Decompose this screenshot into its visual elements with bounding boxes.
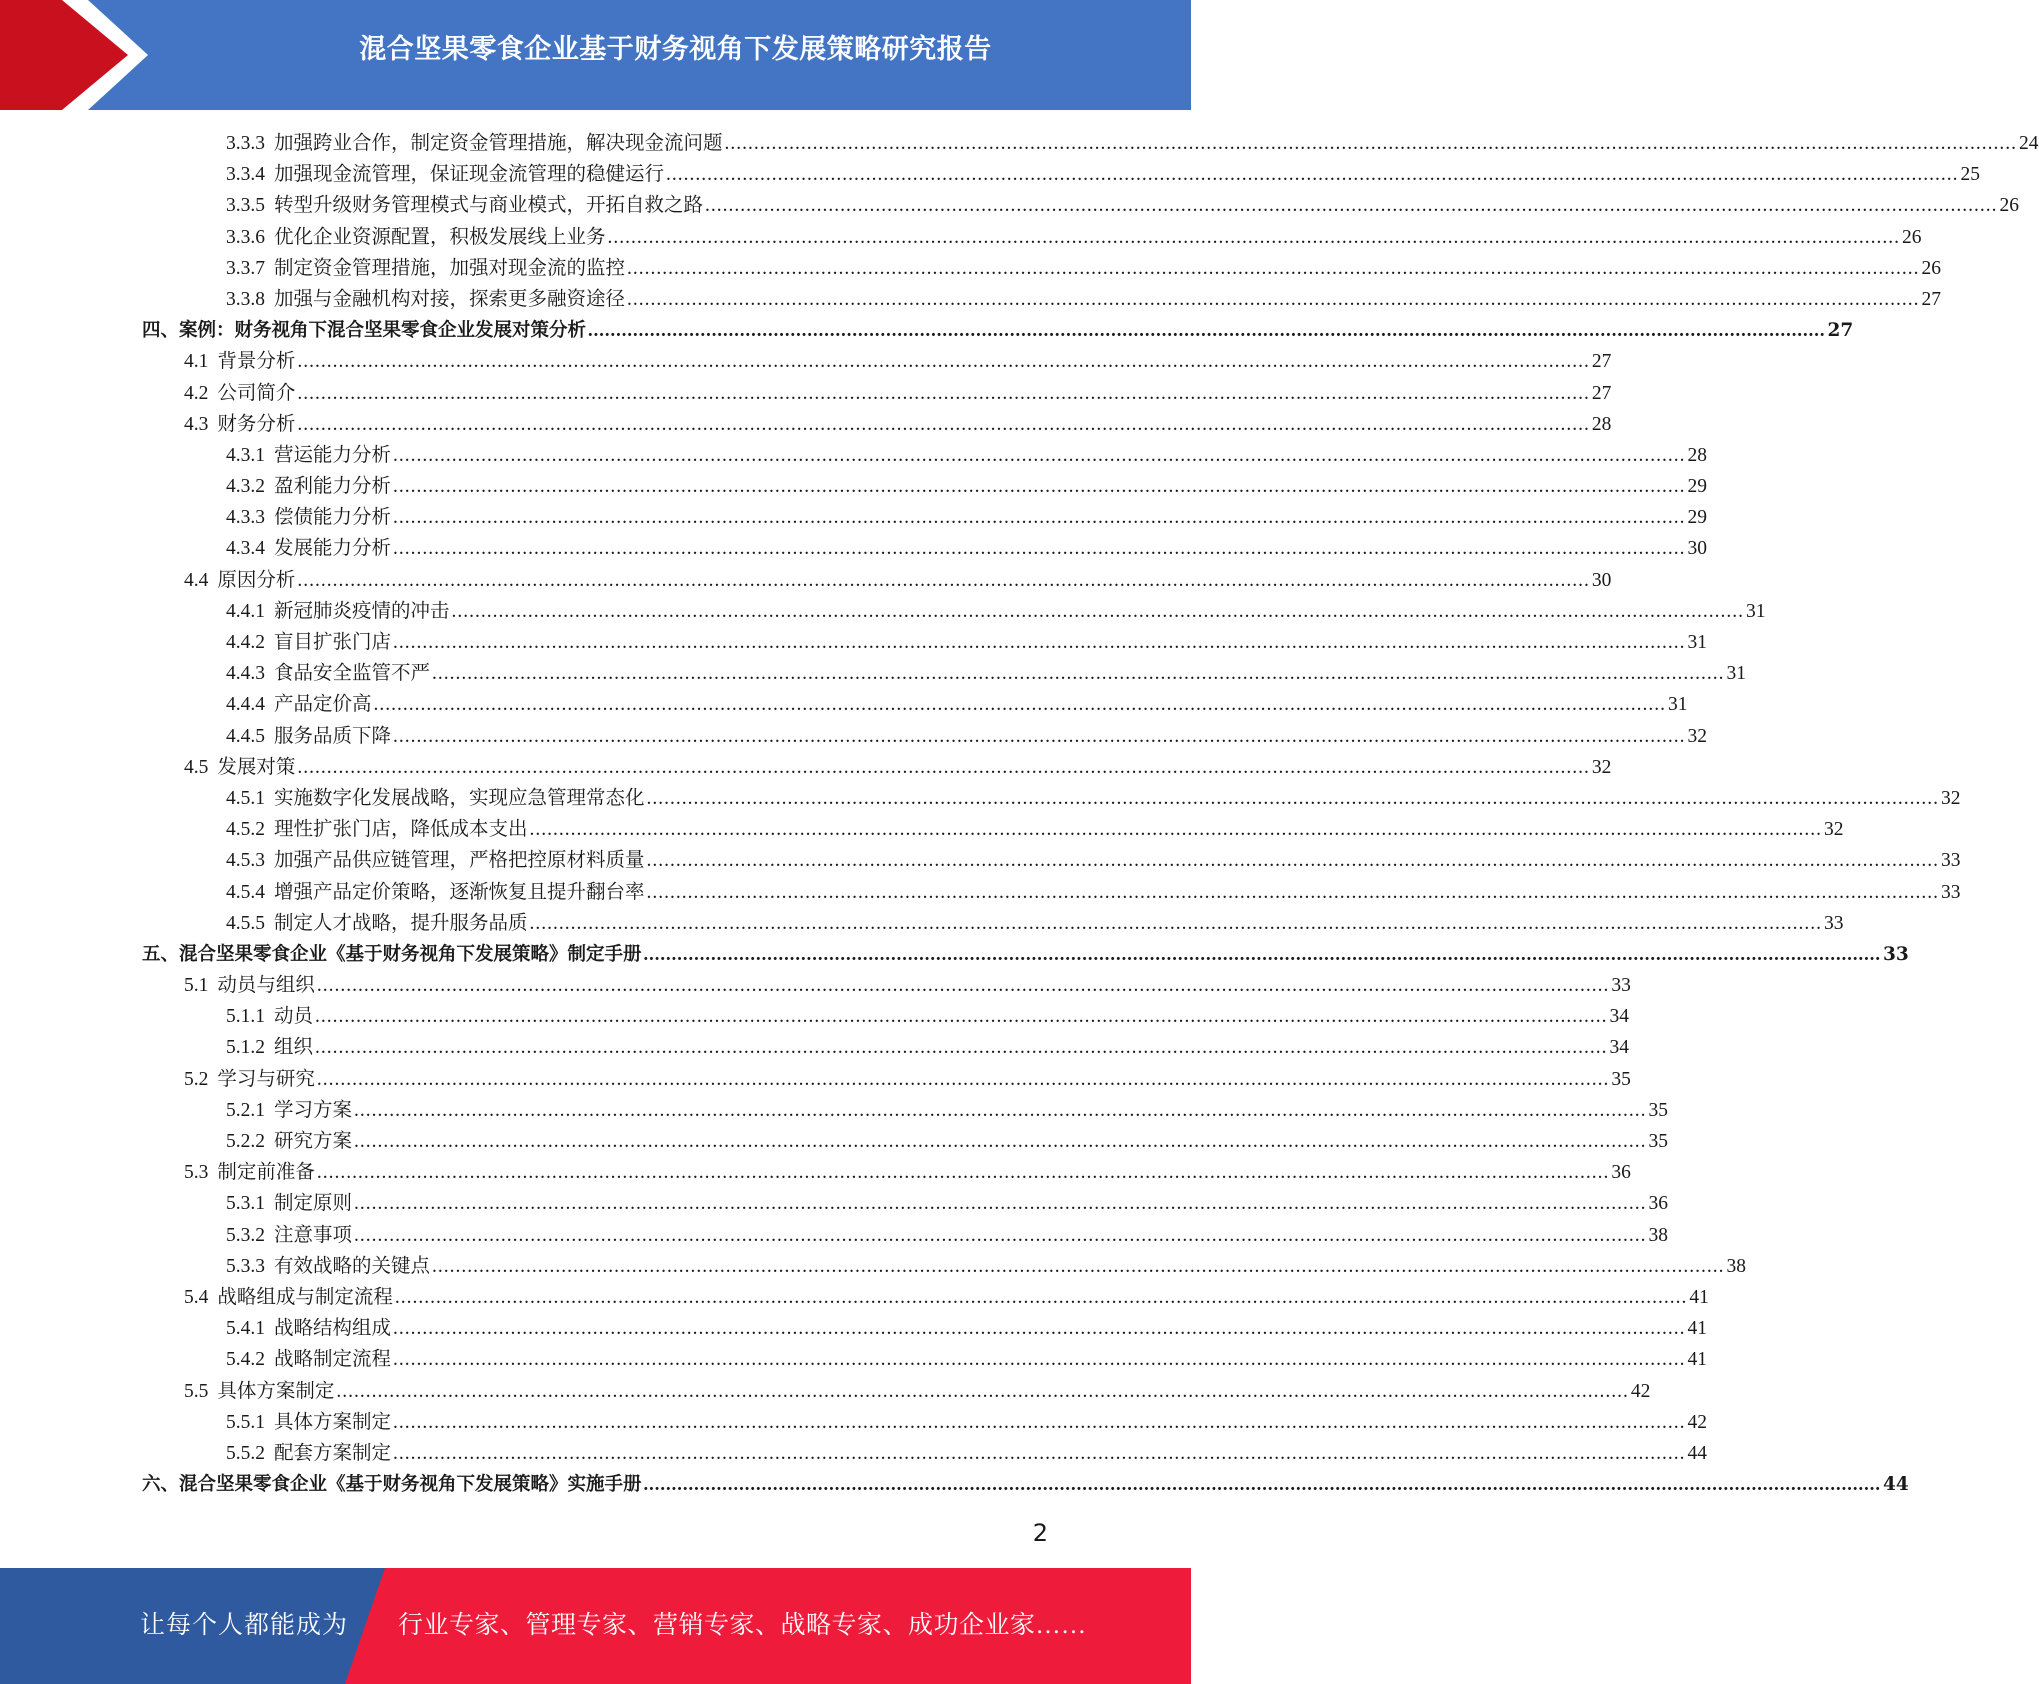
toc-entry-number: 4.3.4 [226, 538, 265, 560]
toc-entry-page: 25 [1960, 164, 1981, 186]
toc-entry-title: 加强跨业合作，制定资金管理措施，解决现金流问题 [274, 133, 723, 154]
toc-entry-number: 4.5 [184, 756, 209, 778]
toc-entry-page: 44 [1883, 1474, 1909, 1496]
toc-entry-number: 5.2.2 [226, 1131, 265, 1152]
toc-entry-number: 5.3.2 [226, 1224, 265, 1246]
toc-entry-title: 战略结构组成 [274, 1318, 392, 1340]
toc-entry[interactable] [142, 689, 1688, 720]
toc-entry[interactable] [142, 502, 1708, 533]
toc-entry-page: 27 [1591, 351, 1612, 373]
toc-dot-leader: ............................................................................................................................................................................................................................ [529, 819, 1823, 841]
table-of-contents [142, 128, 2039, 1500]
toc-dot-leader: ............................................................................................................................................................................................................................ [724, 133, 2018, 154]
toc-entry-number: 5.4 [184, 1286, 209, 1308]
toc-entry-page: 31 [1687, 632, 1708, 653]
toc-entry-page: 26 [1921, 257, 1942, 279]
toc-entry-title: 实施数字化发展战略，实现应急管理常态化 [274, 787, 645, 809]
toc-entry[interactable] [142, 596, 1766, 627]
toc-dot-leader: ............................................................................................................................................................................................................................ [529, 912, 1823, 934]
toc-entry-page: 26 [1999, 195, 2020, 217]
toc-entry-number: 4.1 [184, 351, 209, 373]
toc-dot-leader: ............................................................................................................................................................................................................................ [646, 850, 1940, 872]
toc-entry-number: 4.3 [184, 413, 209, 435]
toc-entry-title: 动员 [274, 1006, 314, 1028]
toc-entry-page: 34 [1609, 1037, 1630, 1059]
toc-entry-title: 财务分析 [217, 413, 296, 435]
toc-dot-leader: ............................................................................................................................................................................................................................ [297, 756, 1590, 778]
toc-entry-number: 4.5.5 [226, 912, 265, 934]
toc-entry-title: 具体方案制定 [217, 1380, 335, 1402]
toc-entry-number: 4.4.4 [226, 694, 265, 716]
toc-dot-leader: ............................................................................................................................................................................................................................ [297, 569, 1590, 591]
toc-entry[interactable] [142, 1469, 1909, 1500]
toc-entry[interactable] [142, 627, 1708, 658]
toc-entry-number: 4.3.1 [226, 444, 265, 466]
toc-dot-leader: ............................................................................................................................................................................................................................ [316, 1068, 1610, 1090]
toc-dot-leader: ............................................................................................................................................................................................................................ [646, 787, 1940, 809]
toc-dot-leader: ............................................................................................................................................................................................................................ [666, 164, 1959, 186]
toc-entry-number: 5.3.1 [226, 1193, 265, 1215]
toc-entry-title: 理性扩张门店，降低成本支出 [274, 819, 528, 841]
toc-entry-number: 4.5.4 [226, 881, 265, 903]
toc-entry-number: 5.5 [184, 1380, 209, 1402]
toc-entry[interactable] [142, 877, 1961, 908]
toc-entry-page: 35 [1648, 1131, 1669, 1152]
toc-entry-number: 4.4 [184, 569, 209, 591]
toc-entry-page: 42 [1687, 1411, 1708, 1433]
toc-entry-title: 食品安全监管不严 [274, 663, 431, 685]
toc-entry[interactable] [142, 658, 1747, 689]
toc-entry-title: 发展对策 [217, 756, 296, 778]
toc-dot-leader: ............................................................................................................................................................................................................................ [373, 694, 1667, 716]
page-number: 2 [1032, 1519, 1048, 1547]
toc-entry-page: 38 [1648, 1224, 1669, 1246]
toc-entry[interactable] [142, 471, 1708, 502]
toc-entry-number: 3.3.4 [226, 164, 265, 186]
page-footer [0, 1568, 1191, 1684]
toc-entry[interactable] [142, 1438, 1708, 1469]
toc-dot-leader: ............................................................................................................................................................................................................................ [393, 1349, 1686, 1371]
toc-entry-number: 四、 [142, 320, 180, 342]
toc-dot-leader: ............................................................................................................................................................................................................................ [432, 663, 1725, 685]
toc-entry-page: 32 [1824, 819, 1844, 841]
toc-dot-leader: ............................................................................................................................................................................................................................ [393, 1442, 1686, 1464]
toc-entry-number: 五、 [142, 943, 180, 965]
toc-entry-page: 30 [1687, 538, 1708, 560]
toc-entry-title: 公司简介 [217, 382, 296, 404]
toc-dot-leader: ............................................................................................................................................................................................................................ [646, 881, 1940, 903]
toc-entry-number: 5.2.1 [226, 1099, 265, 1121]
toc-entry-title: 偿债能力分析 [274, 507, 392, 529]
toc-entry-number: 4.5.2 [226, 819, 265, 841]
toc-entry-number: 5.1 [184, 975, 209, 997]
toc-entry-number: 3.3.3 [226, 133, 265, 154]
toc-entry[interactable] [142, 190, 2020, 221]
toc-dot-leader: ............................................................................................................................................................................................................................ [297, 413, 1590, 435]
toc-entry-title: 制定人才战略，提升服务品质 [274, 912, 528, 934]
toc-entry-title: 配套方案制定 [274, 1442, 392, 1464]
toc-entry-title: 原因分析 [217, 569, 296, 591]
document-title: 混合坚果零食企业基于财务视角下发展策略研究报告 [359, 34, 992, 65]
toc-entry-page: 33 [1941, 850, 1961, 872]
toc-dot-leader: ............................................................................................................................................................................................................................ [393, 444, 1686, 466]
toc-dot-leader: ............................................................................................................................................................................................................................ [588, 321, 1826, 342]
toc-entry-title: 产品定价高 [274, 694, 372, 716]
toc-entry-page: 35 [1648, 1099, 1669, 1121]
toc-entry-page: 33 [1611, 975, 1631, 997]
toc-dot-leader: ............................................................................................................................................................................................................................ [643, 1475, 1882, 1496]
toc-entry-title: 学习与研究 [217, 1068, 315, 1090]
toc-entry-title: 有效战略的关键点 [274, 1255, 431, 1277]
toc-entry-title: 制定前准备 [217, 1162, 315, 1184]
toc-entry-title: 注意事项 [274, 1224, 353, 1246]
toc-entry-title: 加强产品供应链管理，严格把控原材料质量 [274, 850, 645, 872]
toc-entry-page: 27 [1921, 288, 1942, 310]
toc-entry-page: 36 [1611, 1162, 1631, 1184]
toc-entry[interactable] [142, 1407, 1708, 1438]
toc-entry-title: 动员与组织 [217, 975, 315, 997]
toc-dot-leader: ............................................................................................................................................................................................................................ [451, 600, 1745, 622]
toc-entry-number: 4.3.2 [226, 476, 265, 498]
toc-entry[interactable] [142, 1032, 1630, 1063]
toc-dot-leader: ............................................................................................................................................................................................................................ [393, 1411, 1686, 1433]
toc-entry-number: 5.1.1 [226, 1006, 265, 1028]
toc-dot-leader: ............................................................................................................................................................................................................................ [316, 1162, 1610, 1184]
toc-entry-number: 六、 [142, 1474, 180, 1496]
toc-entry-title: 增强产品定价策略，逐渐恢复且提升翻台率 [274, 881, 645, 903]
toc-entry-number: 3.3.5 [226, 195, 265, 217]
toc-entry[interactable] [142, 1001, 1630, 1032]
toc-dot-leader: ............................................................................................................................................................................................................................ [393, 507, 1686, 529]
toc-entry-title: 学习方案 [274, 1099, 353, 1121]
toc-entry-title: 组织 [274, 1037, 314, 1059]
toc-dot-leader: ............................................................................................................................................................................................................................ [297, 382, 1590, 404]
toc-dot-leader: ............................................................................................................................................................................................................................ [705, 195, 1998, 217]
toc-entry-number: 4.5.3 [226, 850, 265, 872]
toc-entry-page: 32 [1591, 756, 1612, 778]
toc-entry-number: 3.3.7 [226, 257, 265, 279]
toc-entry-number: 4.3.3 [226, 507, 265, 529]
toc-entry-title: 战略制定流程 [274, 1349, 392, 1371]
toc-entry-number: 5.3 [184, 1162, 209, 1184]
toc-entry-title: 新冠肺炎疫情的冲击 [274, 600, 450, 622]
toc-dot-leader: ............................................................................................................................................................................................................................ [394, 1286, 1688, 1308]
toc-entry-page: 26 [1902, 226, 1922, 248]
toc-entry-page: 28 [1687, 444, 1708, 466]
toc-dot-leader: ............................................................................................................................................................................................................................ [393, 632, 1686, 653]
toc-entry-page: 34 [1609, 1006, 1630, 1028]
toc-entry-title: 盈利能力分析 [274, 476, 392, 498]
toc-entry-page: 33 [1824, 912, 1844, 934]
toc-dot-leader: ............................................................................................................................................................................................................................ [393, 725, 1686, 747]
toc-entry-page: 27 [1827, 320, 1854, 342]
toc-entry[interactable] [142, 346, 1612, 377]
toc-entry-title: 混合坚果零食企业《基于财务视角下发展策略》实施手册 [179, 1474, 642, 1496]
page-header [0, 0, 1191, 110]
toc-entry-title: 发展能力分析 [274, 538, 392, 560]
toc-entry[interactable] [142, 783, 1961, 814]
toc-entry-page: 31 [1746, 600, 1766, 622]
toc-entry[interactable] [142, 1251, 1747, 1282]
toc-entry-number: 5.4.1 [226, 1318, 265, 1340]
toc-dot-leader: ............................................................................................................................................................................................................................ [432, 1255, 1725, 1277]
toc-entry-page: 28 [1591, 413, 1612, 435]
toc-entry-page: 32 [1687, 725, 1708, 747]
toc-entry[interactable] [142, 440, 1708, 471]
toc-entry-number: 4.4.3 [226, 663, 265, 685]
toc-entry-title: 研究方案 [274, 1131, 353, 1152]
toc-entry[interactable] [142, 814, 1844, 845]
toc-entry[interactable] [142, 1188, 1669, 1219]
toc-entry-title: 混合坚果零食企业《基于财务视角下发展策略》制定手册 [179, 943, 642, 965]
toc-entry-number: 5.3.3 [226, 1255, 265, 1277]
toc-dot-leader: ............................................................................................................................................................................................................................ [354, 1224, 1647, 1246]
toc-entry[interactable] [142, 970, 1631, 1001]
toc-entry[interactable] [142, 1282, 1709, 1313]
toc-entry[interactable] [142, 721, 1708, 752]
toc-entry-title: 加强与金融机构对接，探索更多融资途径 [274, 288, 626, 310]
toc-entry[interactable] [142, 315, 1854, 346]
toc-dot-leader: ............................................................................................................................................................................................................................ [627, 288, 1920, 310]
toc-entry-title: 服务品质下降 [274, 725, 392, 747]
toc-entry[interactable] [142, 1126, 1669, 1157]
toc-dot-leader: ............................................................................................................................................................................................................................ [354, 1131, 1647, 1152]
toc-entry[interactable] [142, 128, 2039, 159]
toc-entry-number: 4.5.1 [226, 787, 265, 809]
toc-entry-page: 27 [1591, 382, 1612, 404]
toc-entry-page: 36 [1648, 1193, 1669, 1215]
toc-entry[interactable] [142, 1064, 1631, 1095]
toc-entry-number: 4.4.1 [226, 600, 265, 622]
toc-entry-title: 具体方案制定 [274, 1411, 392, 1433]
toc-dot-leader: ............................................................................................................................................................................................................................ [607, 226, 1901, 248]
toc-entry[interactable] [142, 565, 1612, 596]
toc-entry-number: 3.3.8 [226, 288, 265, 310]
toc-entry[interactable] [142, 1344, 1708, 1375]
toc-dot-leader: ............................................................................................................................................................................................................................ [643, 944, 1882, 965]
toc-entry-page: 41 [1689, 1286, 1709, 1308]
footer-slogan-right: 行业专家、管理专家、营销专家、战略专家、成功企业家…… [398, 1612, 1087, 1639]
toc-entry-page: 35 [1611, 1068, 1631, 1090]
toc-entry-title: 案例：财务视角下混合坚果零食企业发展对策分析 [179, 320, 587, 342]
toc-dot-leader: ............................................................................................................................................................................................................................ [393, 476, 1686, 498]
toc-dot-leader: ............................................................................................................................................................................................................................ [354, 1193, 1647, 1215]
toc-entry[interactable] [142, 409, 1612, 440]
toc-entry-number: 5.4.2 [226, 1349, 265, 1371]
toc-entry-page: 24 [2019, 133, 2039, 154]
toc-entry-page: 29 [1687, 476, 1708, 498]
toc-entry[interactable] [142, 752, 1612, 783]
toc-entry-number: 4.4.2 [226, 632, 265, 653]
toc-entry[interactable] [142, 222, 1922, 253]
toc-entry-number: 4.2 [184, 382, 209, 404]
toc-entry-title: 制定原则 [274, 1193, 353, 1215]
toc-entry[interactable] [142, 908, 1844, 939]
toc-entry-title: 加强现金流管理，保证现金流管理的稳健运行 [274, 164, 665, 186]
toc-entry[interactable] [142, 378, 1612, 409]
toc-entry-page: 30 [1591, 569, 1612, 591]
toc-dot-leader: ............................................................................................................................................................................................................................ [354, 1099, 1647, 1121]
toc-entry-title: 背景分析 [217, 351, 296, 373]
toc-dot-leader: ............................................................................................................................................................................................................................ [393, 1318, 1686, 1340]
toc-entry[interactable] [142, 1095, 1669, 1126]
toc-entry-number: 5.5.2 [226, 1442, 265, 1464]
toc-entry-number: 3.3.6 [226, 226, 265, 248]
toc-entry-page: 41 [1687, 1349, 1708, 1371]
toc-entry-title: 制定资金管理措施，加强对现金流的监控 [274, 257, 626, 279]
toc-entry-number: 5.1.2 [226, 1037, 265, 1059]
toc-entry-page: 42 [1630, 1380, 1651, 1402]
toc-entry-page: 32 [1941, 787, 1961, 809]
toc-entry[interactable] [142, 1220, 1669, 1251]
toc-entry-page: 33 [1941, 881, 1961, 903]
toc-entry[interactable] [142, 1376, 1651, 1407]
toc-dot-leader: ............................................................................................................................................................................................................................ [315, 1037, 1608, 1059]
toc-entry[interactable] [142, 939, 1909, 970]
toc-entry[interactable] [142, 159, 1981, 190]
toc-entry-number: 5.5.1 [226, 1411, 265, 1433]
toc-entry-title: 战略组成与制定流程 [217, 1286, 393, 1308]
toc-entry-title: 转型升级财务管理模式与商业模式，开拓自救之路 [274, 195, 704, 217]
footer-slogan-left: 让每个人都能成为 [140, 1612, 349, 1639]
toc-dot-leader: ............................................................................................................................................................................................................................ [393, 538, 1686, 560]
toc-entry[interactable] [142, 845, 1961, 876]
toc-entry-page: 44 [1687, 1442, 1708, 1464]
toc-entry-number: 4.4.5 [226, 725, 265, 747]
toc-dot-leader: ............................................................................................................................................................................................................................ [297, 351, 1590, 373]
toc-entry-page: 41 [1687, 1318, 1708, 1340]
toc-entry-page: 31 [1668, 694, 1688, 716]
toc-entry[interactable] [142, 533, 1708, 564]
toc-entry-page: 38 [1726, 1255, 1747, 1277]
toc-entry-title: 优化企业资源配置，积极发展线上业务 [274, 226, 606, 248]
toc-entry-page: 29 [1687, 507, 1708, 529]
toc-entry-page: 33 [1883, 943, 1909, 965]
toc-entry[interactable] [142, 1313, 1708, 1344]
toc-entry[interactable] [142, 284, 1942, 315]
toc-entry-title: 营运能力分析 [274, 444, 392, 466]
toc-entry-title: 盲目扩张门店 [274, 632, 392, 653]
toc-dot-leader: ............................................................................................................................................................................................................................ [627, 257, 1920, 279]
toc-dot-leader: ............................................................................................................................................................................................................................ [336, 1380, 1629, 1402]
toc-dot-leader: ............................................................................................................................................................................................................................ [316, 975, 1610, 997]
toc-entry-number: 5.2 [184, 1068, 209, 1090]
toc-entry-page: 31 [1726, 663, 1747, 685]
toc-dot-leader: ............................................................................................................................................................................................................................ [315, 1006, 1608, 1028]
toc-entry[interactable] [142, 253, 1942, 284]
toc-entry[interactable] [142, 1157, 1631, 1188]
